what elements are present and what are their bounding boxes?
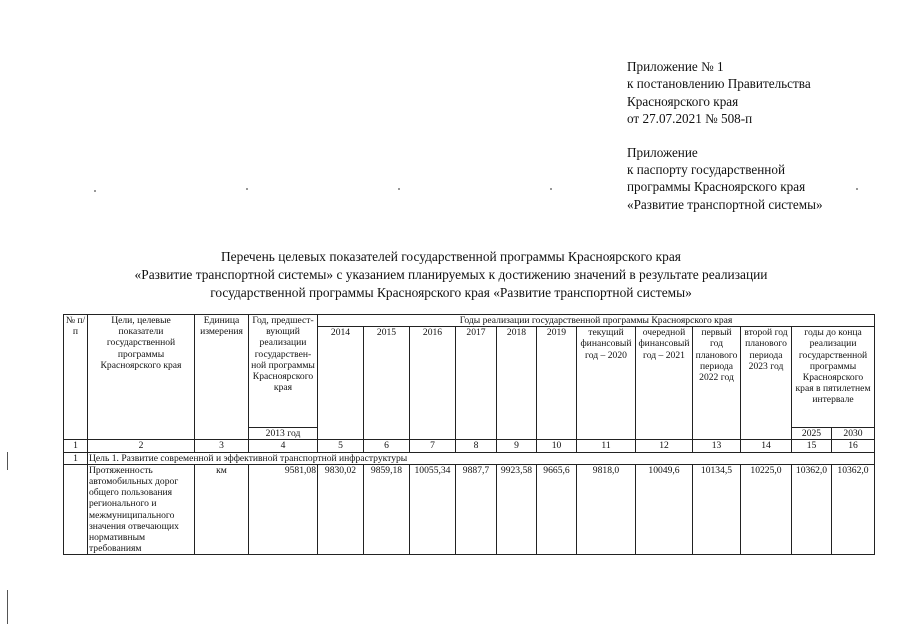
header-year: 2018 (497, 327, 537, 440)
column-number: 15 (792, 440, 832, 452)
appendix-line: «Развитие транспортной системы» (627, 196, 823, 212)
column-number: 4 (249, 440, 318, 452)
appendix-line: Приложение (627, 144, 698, 160)
indicator-value: 9818,0 (577, 464, 636, 555)
header-year: 2017 (456, 327, 497, 440)
table-row (64, 464, 875, 555)
header-plan-year-1: первый год планового периода 2022 год (693, 327, 741, 440)
indicator-value: 10055,34 (410, 464, 456, 555)
indicator-value: 9923,58 (497, 464, 537, 555)
title-line: государственной программы Красноярского края «Развитие транспортной системы» (210, 285, 692, 300)
column-number: 1 (64, 440, 88, 452)
indicator-value: 10134,5 (693, 464, 741, 555)
header-plan-year-2: второй год планового периода 2023 год (741, 327, 792, 440)
column-number: 6 (364, 440, 410, 452)
column-number: 14 (741, 440, 792, 452)
header-year: 2014 (318, 327, 364, 440)
appendix-block (627, 58, 823, 213)
header-no: № п/п (64, 315, 88, 440)
indicator-value: 9887,7 (456, 464, 497, 555)
header-years-span: Годы реализации государственной программы Красноярского края (318, 315, 875, 327)
scan-speck (550, 188, 552, 190)
header-current-year: текущий финансовый год – 2020 (577, 327, 636, 440)
row-number (64, 464, 88, 555)
scan-edge-line (7, 590, 8, 624)
goal-row-filler (497, 452, 875, 464)
indicator-unit: км (195, 464, 249, 555)
header-five-year: годы до конца реализации государственной программы Красноярского края в пятилетнем интервале (792, 327, 875, 428)
header-prev-year-value: 2013 год (249, 428, 318, 440)
appendix-line: программы Красноярского края (627, 179, 806, 195)
column-number: 11 (577, 440, 636, 452)
indicator-value: 9581,08 (249, 464, 318, 555)
header-prev-year: Год, предшест-вующий реализации государствен-ной программы Красноярского края (249, 315, 318, 428)
appendix-line: к постановлению Правительства (627, 76, 811, 92)
header-five-year-col: 2025 (792, 428, 832, 440)
goal-row (64, 452, 875, 464)
document-title (0, 248, 902, 302)
scan-speck (246, 188, 248, 190)
header-year: 2019 (537, 327, 577, 440)
indicator-value: 10225,0 (741, 464, 792, 555)
column-number: 10 (537, 440, 577, 452)
scan-speck (856, 188, 858, 190)
column-number: 2 (88, 440, 195, 452)
column-number: 13 (693, 440, 741, 452)
scan-speck (94, 190, 96, 192)
column-number: 5 (318, 440, 364, 452)
column-number: 3 (195, 440, 249, 452)
indicator-value: 10362,0 (832, 464, 875, 555)
indicators-table (63, 314, 875, 555)
header-year: 2015 (364, 327, 410, 440)
indicator-value: 9665,6 (537, 464, 577, 555)
indicator-value: 10362,0 (792, 464, 832, 555)
header-five-year-col: 2030 (832, 428, 875, 440)
column-number: 12 (636, 440, 693, 452)
goal-text: Цель 1. Развитие современной и эффективной транспортной инфраструктуры (88, 452, 497, 464)
indicator-value: 10049,6 (636, 464, 693, 555)
appendix-line: Красноярского края (627, 93, 739, 109)
appendix-line: от 27.07.2021 № 508-п (627, 111, 753, 127)
appendix-line: к паспорту государственной (627, 162, 786, 178)
scan-edge-line (7, 452, 8, 470)
appendix-line: Приложение № 1 (627, 59, 724, 74)
header-goals: Цели, целевые показатели государственной программы Красноярского края (88, 315, 195, 440)
header-next-year: очередной финансовый год – 2021 (636, 327, 693, 440)
column-number: 16 (832, 440, 875, 452)
header-year: 2016 (410, 327, 456, 440)
column-number: 9 (497, 440, 537, 452)
column-number: 7 (410, 440, 456, 452)
indicator-name: Протяженность автомобильных дорог общего пользования регионального и межмуниципального значения отвечающих нормативным требованиям (88, 464, 195, 555)
indicator-value: 9830,02 (318, 464, 364, 555)
column-number: 8 (456, 440, 497, 452)
header-unit: Единица измерения (195, 315, 249, 440)
scan-speck (398, 188, 400, 190)
title-line: «Развитие транспортной системы» с указанием планируемых к достижению значений в результате реализации (134, 267, 768, 282)
title-line: Перечень целевых показателей государственной программы Красноярского края (221, 249, 681, 264)
indicator-value: 9859,18 (364, 464, 410, 555)
goal-number: 1 (64, 452, 88, 464)
